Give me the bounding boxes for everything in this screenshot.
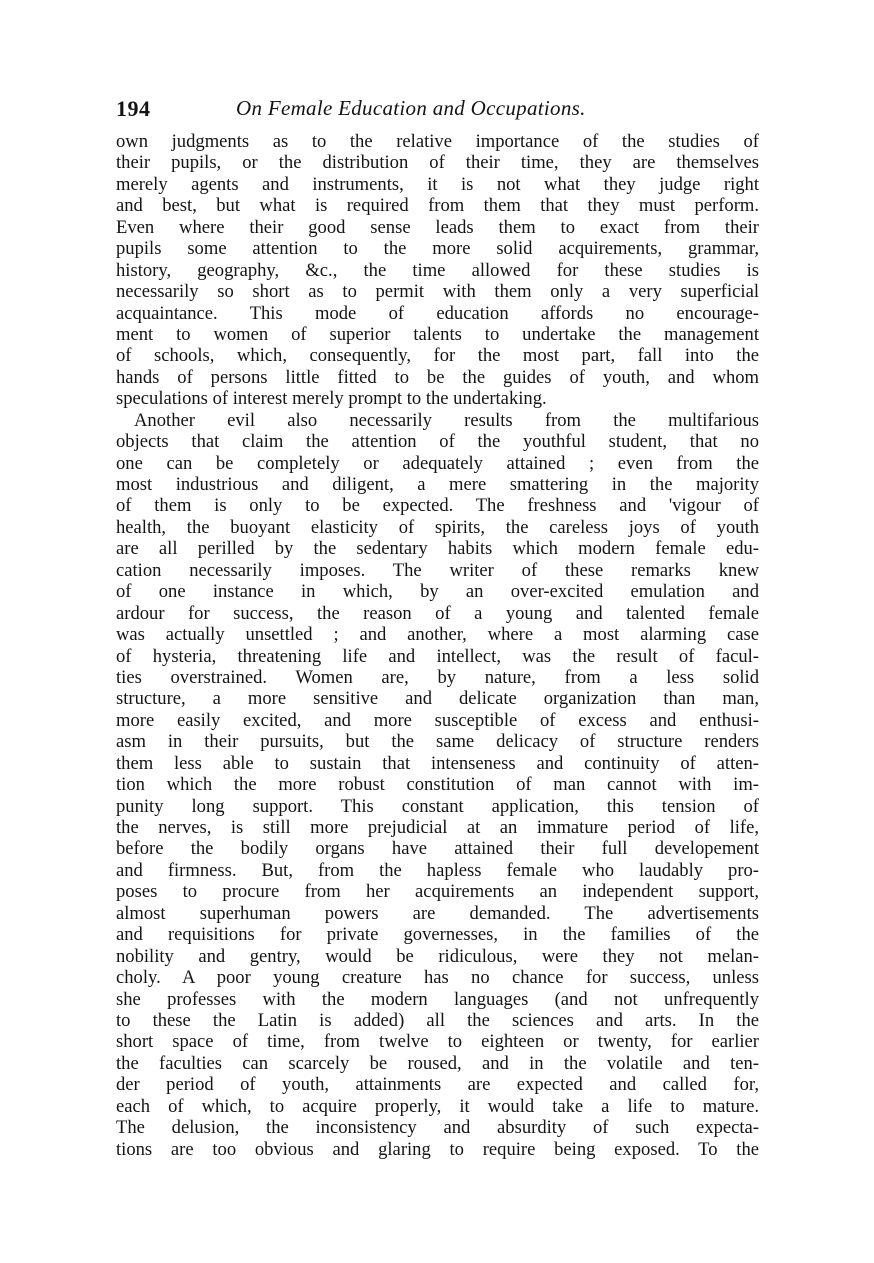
text-line: most industrious and diligent, a mere smattering in the majority [116, 474, 759, 495]
text-line: punity long support. This constant application, this tension of [116, 795, 759, 817]
text-line: to these the Latin is added) all the sciences and arts. In the [116, 1009, 759, 1031]
text-line: Another evil also necessarily results from the multifarious [134, 409, 759, 431]
text-line: der period of youth, attainments are expected and called for, [116, 1074, 759, 1096]
text-line: health, the buoyant elasticity of spirits, the careless joys of youth [116, 516, 759, 538]
text-line: necessarily so short as to permit with them only a very superficial [116, 281, 759, 303]
text-line: poses to procure from her acquirements an independent support, [116, 881, 759, 903]
text-line: was actually unsettled ; and another, where a most alarming case [116, 624, 759, 646]
text-line: Even where their good sense leads them to exact from their [116, 216, 759, 238]
text-line: of them is only to be expected. The freshness and 'vigour of [116, 495, 759, 517]
text-line: own judgments as to the relative importance of the studies of [116, 131, 759, 152]
text-line: one can be completely or adequately attained ; even from the [116, 452, 759, 474]
text-line: the nerves, is still more prejudicial at an immature period of life, [116, 817, 759, 838]
text-line: and best, but what is required from them that they must perform. [116, 195, 759, 217]
text-line: choly. A poor young creature has no chance for success, unless [116, 967, 759, 989]
text-line: asm in their pursuits, but the same delicacy of structure renders [116, 731, 759, 753]
text-line: more easily excited, and more susceptible of excess and enthusi- [116, 709, 759, 731]
text-line: merely agents and instruments, it is not what they judge right [116, 173, 759, 195]
text-line: tion which the more robust constitution of man cannot with im- [116, 774, 759, 796]
text-line: she professes with the modern languages (and not unfrequently [116, 988, 759, 1010]
text-line: short space of time, from twelve to eighteen or twenty, for earlier [116, 1031, 759, 1053]
text-line: and requisitions for private governesses, in the families of the [116, 924, 759, 946]
text-line: objects that claim the attention of the youthful student, that no [116, 431, 759, 453]
text-line: of one instance in which, by an over-excited emulation and [116, 581, 759, 603]
text-line: ment to women of superior talents to undertake the management [116, 323, 759, 345]
text-line: and firmness. But, from the hapless female who laudably pro- [116, 859, 759, 881]
page-number: 194 [116, 96, 151, 121]
text-line: structure, a more sensitive and delicate organization than man, [116, 688, 759, 710]
text-line: them less able to sustain that intenseness and continuity of atten- [116, 752, 759, 774]
body-text [116, 131, 759, 1160]
text-line: acquaintance. This mode of education affords no encourage- [116, 302, 759, 324]
text-line: The delusion, the inconsistency and absurdity of such expecta- [116, 1117, 759, 1139]
text-line: the faculties can scarcely be roused, and in the volatile and ten- [116, 1052, 759, 1074]
paragraph-1 [116, 131, 759, 410]
text-line: hands of persons little fitted to be the guides of youth, and whom [116, 366, 759, 388]
running-title: On Female Education and Occupations. [236, 96, 586, 120]
text-line: each of which, to acquire properly, it would take a life to mature. [116, 1095, 759, 1117]
text-line: pupils some attention to the more solid acquirements, grammar, [116, 238, 759, 260]
text-line: speculations of interest merely prompt to the undertaking. [116, 388, 547, 410]
text-line: of schools, which, consequently, for the most part, fall into the [116, 345, 759, 367]
text-line: their pupils, or the distribution of their time, they are themselves [116, 152, 759, 174]
text-line: of hysteria, threatening life and intellect, was the result of facul- [116, 645, 759, 667]
text-line: are all perilled by the sedentary habits which modern female edu- [116, 538, 759, 560]
text-line: ardour for success, the reason of a young and talented female [116, 602, 759, 624]
text-line: ties overstrained. Women are, by nature, from a less solid [116, 666, 759, 688]
text-line: tions are too obvious and glaring to require being exposed. To the [116, 1138, 759, 1160]
text-line: nobility and gentry, would be ridiculous, were they not melan- [116, 945, 759, 967]
running-head [116, 96, 759, 126]
paragraph-2 [116, 410, 759, 1160]
text-line: cation necessarily imposes. The writer of these remarks knew [116, 559, 759, 581]
text-line: before the bodily organs have attained their full developement [116, 838, 759, 860]
text-line: almost superhuman powers are demanded. The advertisements [116, 902, 759, 924]
text-line: history, geography, &c., the time allowed for these studies is [116, 259, 759, 281]
